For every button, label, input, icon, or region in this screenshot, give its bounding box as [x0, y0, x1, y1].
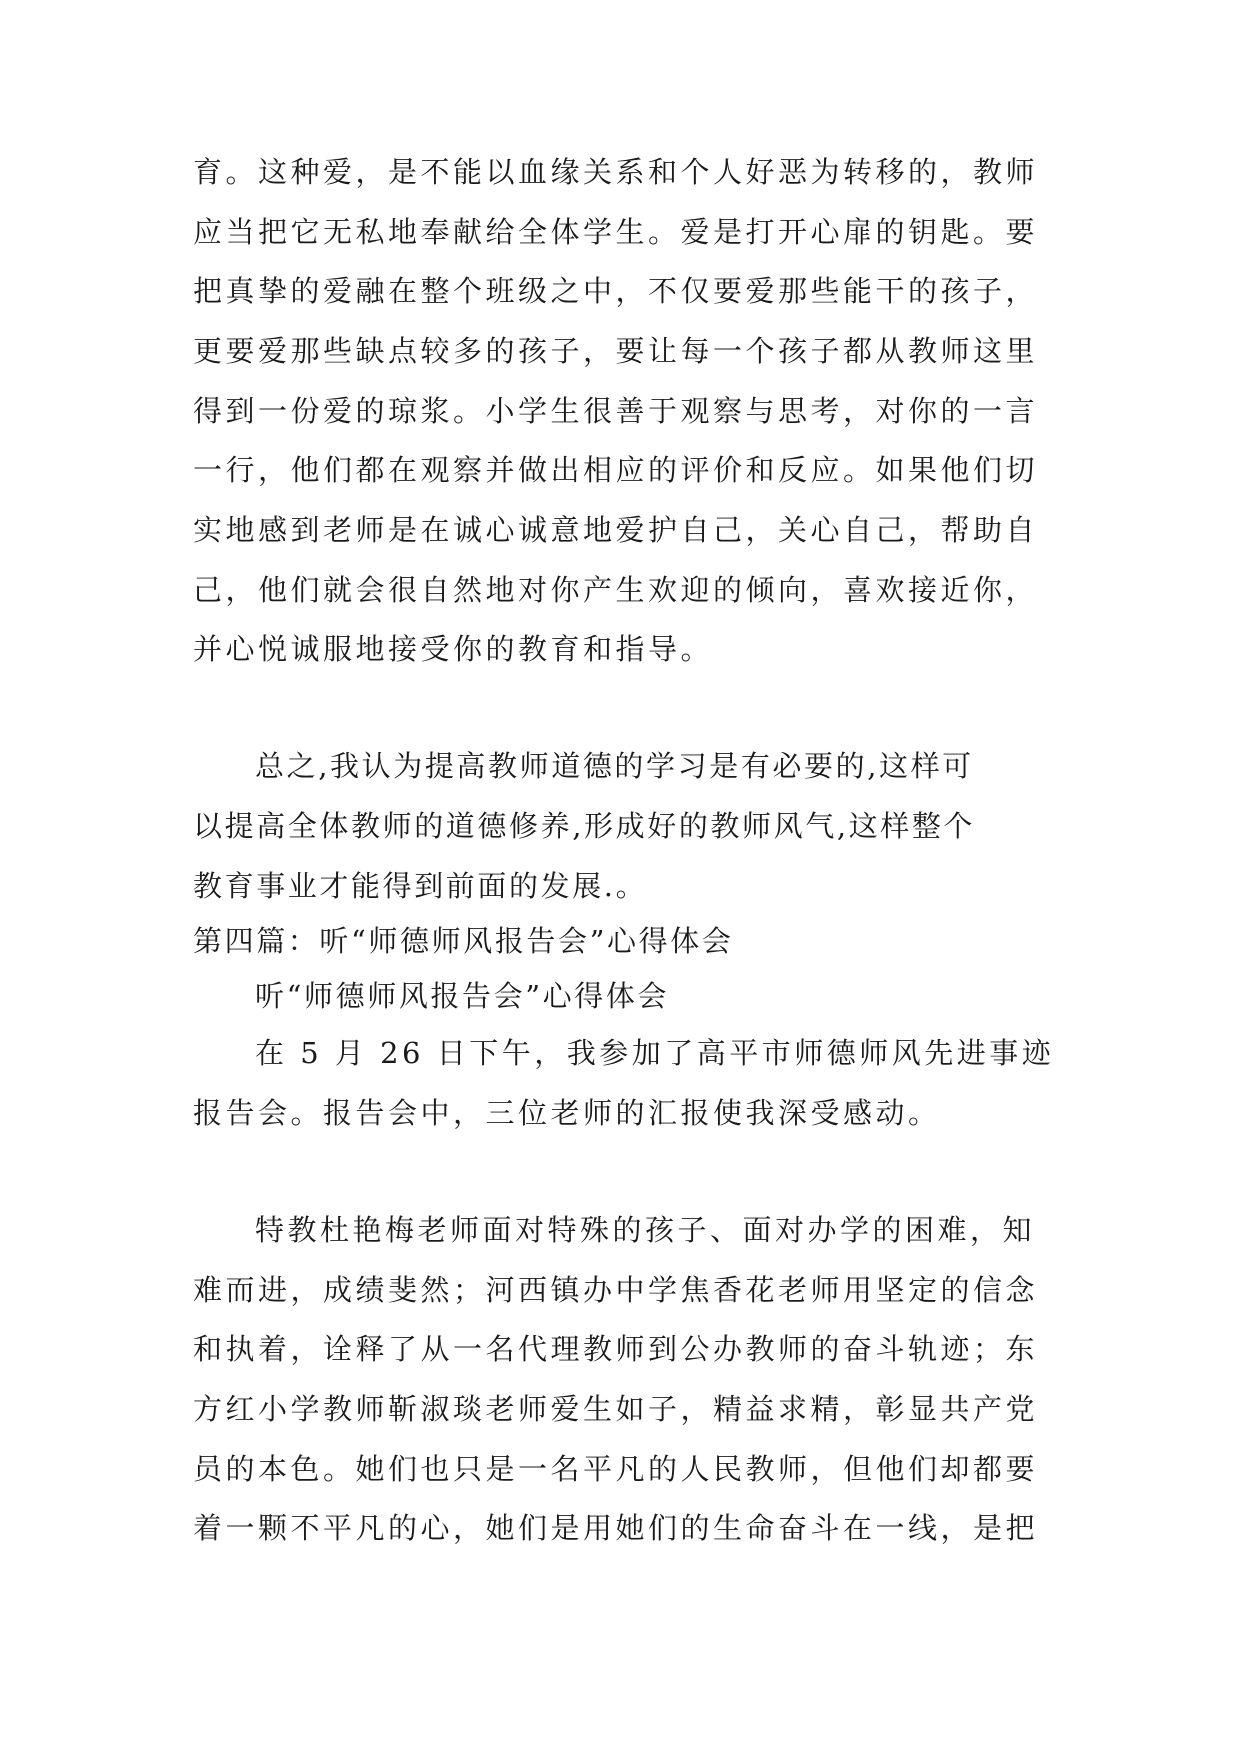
text-line: 报告会。报告会中，三位老师的汇报使我深受感动。	[193, 1096, 941, 1130]
text-line: 着一颗不平凡的心，她们是用她们的生命奋斗在一线，是把	[193, 1511, 1039, 1545]
text-line: 难而进，成绩斐然；河西镇办中学焦香花老师用坚定的信念	[193, 1273, 1039, 1307]
text-line: 总之,我认为提高教师道德的学习是有必要的,这样可	[255, 749, 974, 783]
text-line: 己，他们就会很自然地对你产生欢迎的倾向，喜欢接近你，	[193, 573, 1039, 607]
text-line: 得到一份爱的琼浆。小学生很善于观察与思考，对你的一言	[193, 394, 1039, 428]
text-line: 更要爱那些缺点较多的孩子，要让每一个孩子都从教师这里	[193, 334, 1039, 368]
text-line: 员的本色。她们也只是一名平凡的人民教师，但他们却都要	[193, 1452, 1039, 1486]
text-line: 并心悦诚服地接受你的教育和指导。	[193, 632, 714, 666]
section-heading: 第四篇：听“师德师风报告会”心得体会	[193, 924, 734, 958]
text-line: 特教杜艳梅老师面对特殊的孩子、面对办学的困难，知	[255, 1213, 1036, 1247]
text-line: 和执着，诠释了从一名代理教师到公办教师的奋斗轨迹；东	[193, 1332, 1039, 1366]
text-line: 方红小学教师靳淑琰老师爱生如子，精益求精，彰显共产党	[193, 1392, 1039, 1426]
text-line: 一行，他们都在观察并做出相应的评价和反应。如果他们切	[193, 453, 1039, 487]
text-line: 把真挚的爱融在整个班级之中，不仅要爱那些能干的孩子，	[193, 274, 1039, 308]
text-line: 应当把它无私地奉献给全体学生。爱是打开心扉的钥匙。要	[193, 215, 1039, 249]
text-line: 育。这种爱，是不能以血缘关系和个人好恶为转移的，教师	[193, 155, 1039, 189]
text-line: 在 5 月 26 日下午，我参加了高平市师德师风先进事迹	[255, 1036, 1055, 1070]
article-title: 听“师德师风报告会”心得体会	[255, 979, 670, 1013]
text-line: 实地感到老师是在诚心诚意地爱护自己，关心自己，帮助自	[193, 513, 1039, 547]
text-line: 以提高全体教师的道德修养,形成好的教师风气,这样整个	[193, 809, 976, 843]
text-line: 教育事业才能得到前面的发展.。	[193, 869, 648, 903]
